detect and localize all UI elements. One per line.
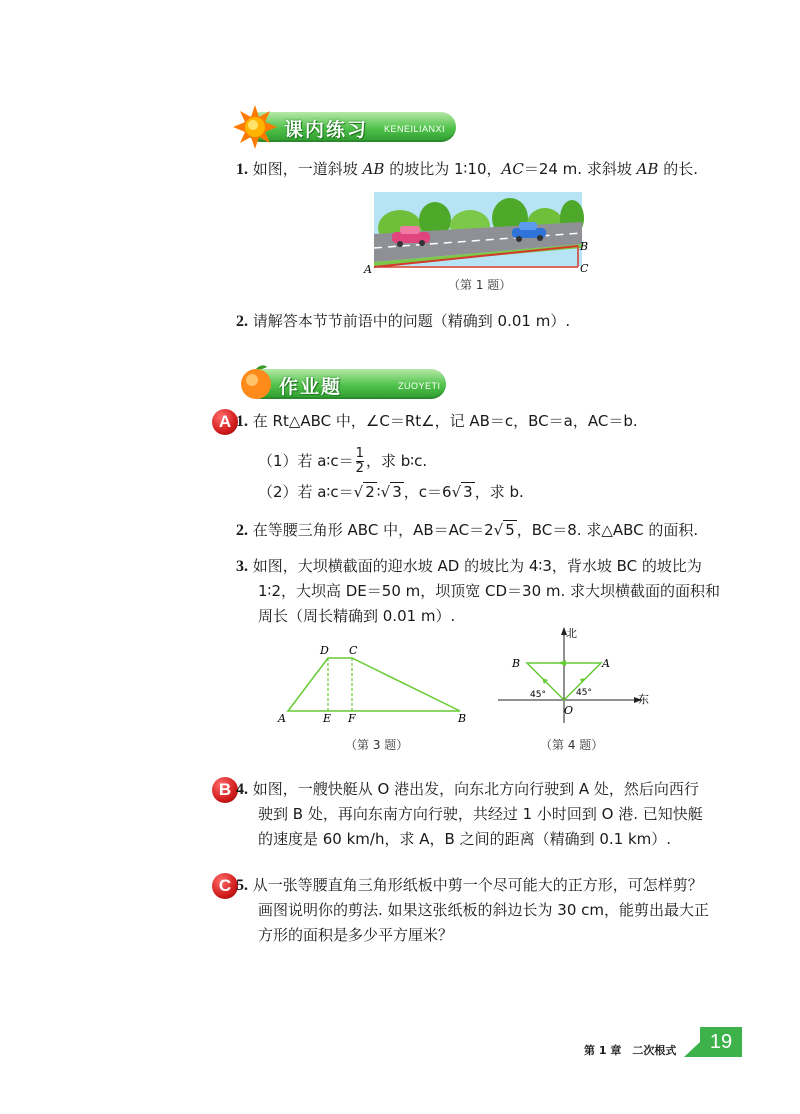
label-E: E bbox=[323, 712, 332, 725]
page-number: 19 bbox=[700, 1027, 742, 1057]
footer-tab-accent bbox=[684, 1042, 700, 1057]
north-label: 北 bbox=[566, 627, 577, 640]
level-c-badge: C bbox=[212, 873, 238, 899]
label-B: B bbox=[458, 712, 467, 725]
figure-3-caption: （第 3 题） bbox=[345, 738, 409, 752]
label-B: B bbox=[580, 240, 589, 253]
figure-1-road-illustration bbox=[360, 190, 600, 276]
homework-5-line-3: 方形的面积是多少平方厘米？ bbox=[258, 926, 454, 944]
angle-right: 45° bbox=[576, 688, 592, 698]
section-title-practice: 课内练习 bbox=[284, 119, 369, 141]
label-A: A bbox=[602, 657, 610, 670]
homework-4-line-3: 的速度是 60 km/h，求 A，B 之间的距离（精确到 0.1 km）. bbox=[258, 830, 672, 848]
section-subtitle-practice: KENEILIANXI bbox=[384, 124, 446, 134]
fraction-one-half: $\frac{1}{2}$ bbox=[355, 446, 364, 476]
homework-4: 4. 如图，一艘快艇从 O 港出发，向东北方向行驶到 A 处，然后向西行 bbox=[236, 780, 699, 798]
label-A: A bbox=[278, 712, 286, 725]
footer-chapter: 第 1 章 二次根式 bbox=[584, 1044, 677, 1057]
label-C: C bbox=[349, 644, 358, 657]
homework-3-line-3: 周长（周长精确到 0.01 m）. bbox=[258, 607, 456, 625]
homework-1-part-1: （1）若 a∶c＝ $\frac{1}{2}$ ，求 b∶c. bbox=[258, 446, 428, 476]
exercise-number: 1. bbox=[236, 413, 248, 430]
exercise-number: 5. bbox=[236, 877, 248, 894]
figure-1-caption: （第 1 题） bbox=[448, 278, 512, 292]
exercise-number: 1. bbox=[236, 161, 248, 178]
exercise-number: 2. bbox=[236, 313, 248, 330]
homework-4-line-2: 驶到 B 处，再向东南方向行驶，共经过 1 小时回到 O 港. 已知快艇 bbox=[258, 805, 703, 823]
label-B: B bbox=[512, 657, 521, 670]
label-A: A bbox=[364, 263, 372, 276]
figure-3-dam-cross-section bbox=[276, 640, 476, 726]
exercise-number: 3. bbox=[236, 558, 248, 575]
homework-2: 2. 在等腰三角形 ABC 中，AB＝AC＝2√ 5 ，BC＝8. 求△ABC 的面积. bbox=[236, 521, 699, 539]
figure-4-caption: （第 4 题） bbox=[540, 738, 604, 752]
homework-3: 3. 如图，大坝横截面的迎水坡 AD 的坡比为 4∶3，背水坡 BC 的坡比为 bbox=[236, 557, 702, 575]
east-label: 东 bbox=[638, 693, 649, 706]
level-b-badge: B bbox=[212, 777, 238, 803]
homework-5-line-2: 画图说明你的剪法. 如果这张纸板的斜边长为 30 cm，能剪出最大正 bbox=[258, 901, 710, 919]
orange-fruit-icon bbox=[236, 362, 276, 402]
homework-5: 5. 从一张等腰直角三角形纸板中剪一个尽可能大的正方形，可怎样剪？ bbox=[236, 876, 703, 894]
exercise-number: 4. bbox=[236, 781, 248, 798]
section-title-homework: 作业题 bbox=[279, 376, 343, 398]
label-O: O bbox=[564, 704, 574, 717]
exercise-1: 1. 如图，一道斜坡 AB 的坡比为 1∶10，AC＝24 m. 求斜坡 AB 的长. bbox=[236, 160, 698, 178]
exercise-2: 2. 请解答本节节前语中的问题（精确到 0.01 m）. bbox=[236, 312, 571, 330]
homework-3-line-2: 1∶2，大坝高 DE＝50 m，坝顶宽 CD＝30 m. 求大坝横截面的面积和 bbox=[258, 582, 721, 600]
level-a-badge: A bbox=[212, 409, 238, 435]
angle-left: 45° bbox=[530, 690, 546, 700]
label-F: F bbox=[348, 712, 356, 725]
label-D: D bbox=[320, 644, 329, 657]
figure-4-boat-path bbox=[490, 625, 660, 725]
exercise-number: 2. bbox=[236, 522, 248, 539]
section-subtitle-homework: ZUOYETI bbox=[398, 381, 441, 391]
homework-1-part-2: （2）若 a∶c＝√ 2 ∶√ 3 ，c＝6√ 3 ，求 b. bbox=[258, 483, 524, 501]
homework-1: 1. 在 Rt△ABC 中，∠C＝Rt∠，记 AB＝c，BC＝a，AC＝b. bbox=[236, 412, 638, 430]
label-C: C bbox=[580, 262, 589, 275]
sun-icon bbox=[232, 104, 278, 150]
